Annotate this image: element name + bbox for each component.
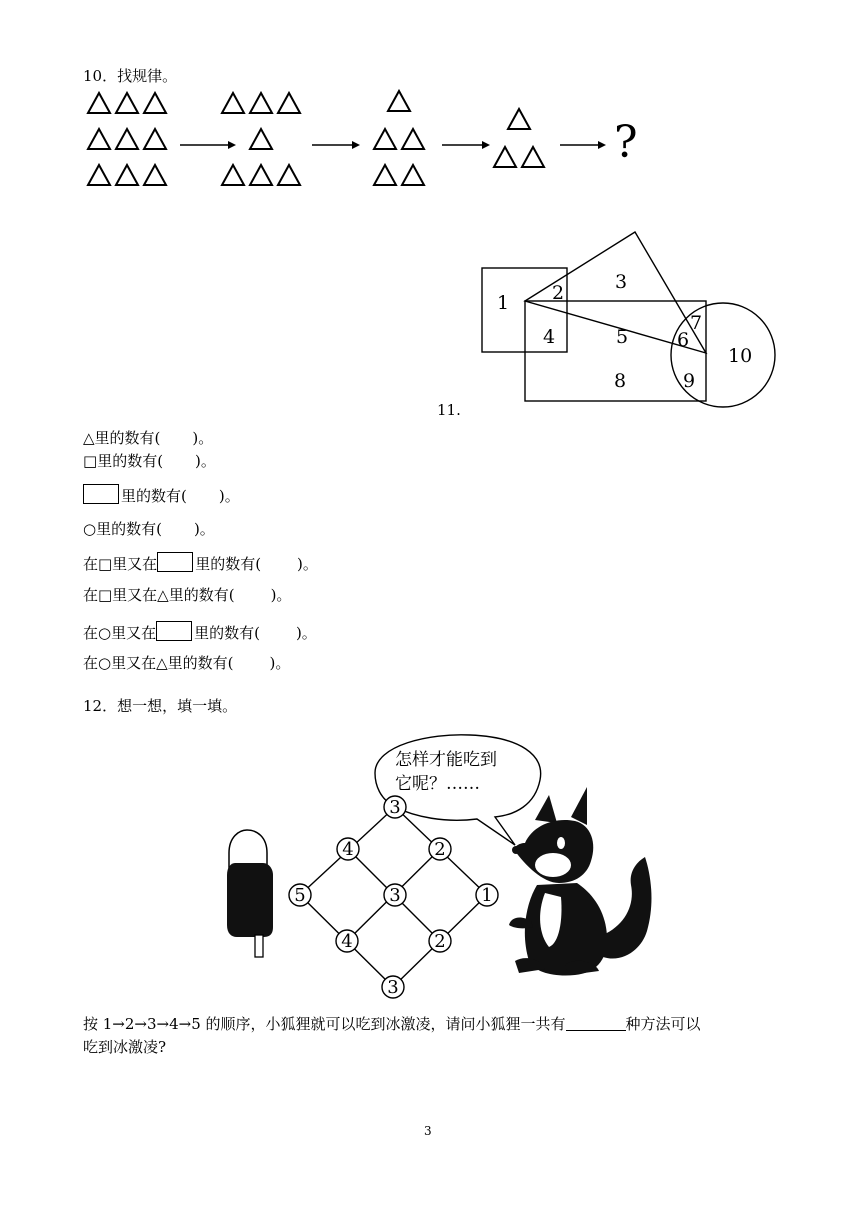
node-upper-right: 2 <box>434 839 446 860</box>
node-lower-left: 4 <box>341 931 353 952</box>
node-right: 1 <box>481 885 493 906</box>
fox-puzzle-figure <box>215 725 665 1005</box>
speech-text-2: 它呢？…… <box>395 774 480 794</box>
q11-line-2: □里的数有( )。 <box>83 452 216 470</box>
q12-title: 12．想一想，填一填。 <box>83 697 238 715</box>
q10-title: 10．找规律。 <box>83 67 178 85</box>
venn-num-2: 2 <box>552 282 565 304</box>
venn-num-5: 5 <box>616 326 629 348</box>
node-bottom: 3 <box>387 977 399 998</box>
q11-line-4: ○里的数有( )。 <box>83 520 215 538</box>
node-center: 3 <box>389 885 401 906</box>
pattern-figure <box>80 85 660 195</box>
circle-symbol: ○ <box>83 520 97 538</box>
q11-line-7: 在○里又在 里的数有( )。 <box>83 621 317 643</box>
page-number: 3 <box>424 1124 432 1138</box>
fox-icon <box>509 787 651 975</box>
pattern-group-3 <box>374 91 424 185</box>
venn-num-8: 8 <box>614 370 627 392</box>
answer-blank[interactable] <box>566 1016 626 1031</box>
triangle-symbol: △ <box>83 429 95 447</box>
q11-line-3: 里的数有( )。 <box>83 484 240 506</box>
rectangle-symbol <box>156 621 192 641</box>
q12-question-line2: 吃到冰激凌? <box>83 1038 167 1056</box>
square-symbol: □ <box>83 452 98 470</box>
venn-num-9: 9 <box>683 370 696 392</box>
q11-number: 11. <box>437 401 461 419</box>
q11-line-6: 在□里又在△里的数有( )。 <box>83 586 292 604</box>
q12-question-line1: 按 1→2→3→4→5 的顺序，小狐狸就可以吃到冰激凌，请问小狐狸一共有 种方法可以 <box>83 1015 701 1033</box>
node-lower-right: 2 <box>434 931 446 952</box>
rectangle-symbol <box>83 484 119 504</box>
q11-line-1: △里的数有( )。 <box>83 429 214 447</box>
venn-num-3: 3 <box>615 271 628 293</box>
node-top: 3 <box>389 797 401 818</box>
pattern-group-2 <box>222 93 300 185</box>
venn-num-6: 6 <box>677 329 690 351</box>
speech-text-1: 怎样才能吃到 <box>395 750 497 770</box>
node-upper-left: 4 <box>342 839 354 860</box>
venn-num-4: 4 <box>543 326 556 348</box>
q11-line-5: 在□里又在 里的数有( )。 <box>83 552 318 574</box>
ice-cream-icon <box>227 830 273 957</box>
node-left: 5 <box>294 885 306 906</box>
venn-num-10: 10 <box>728 345 753 367</box>
venn-num-1: 1 <box>497 292 510 314</box>
q11-line-8: 在○里又在△里的数有( )。 <box>83 654 291 672</box>
rectangle-symbol <box>157 552 193 572</box>
pattern-group-1 <box>88 93 166 185</box>
question-mark: ? <box>614 117 638 168</box>
pattern-group-4 <box>494 109 544 167</box>
venn-num-7: 7 <box>690 312 703 334</box>
venn-figure <box>470 225 790 410</box>
